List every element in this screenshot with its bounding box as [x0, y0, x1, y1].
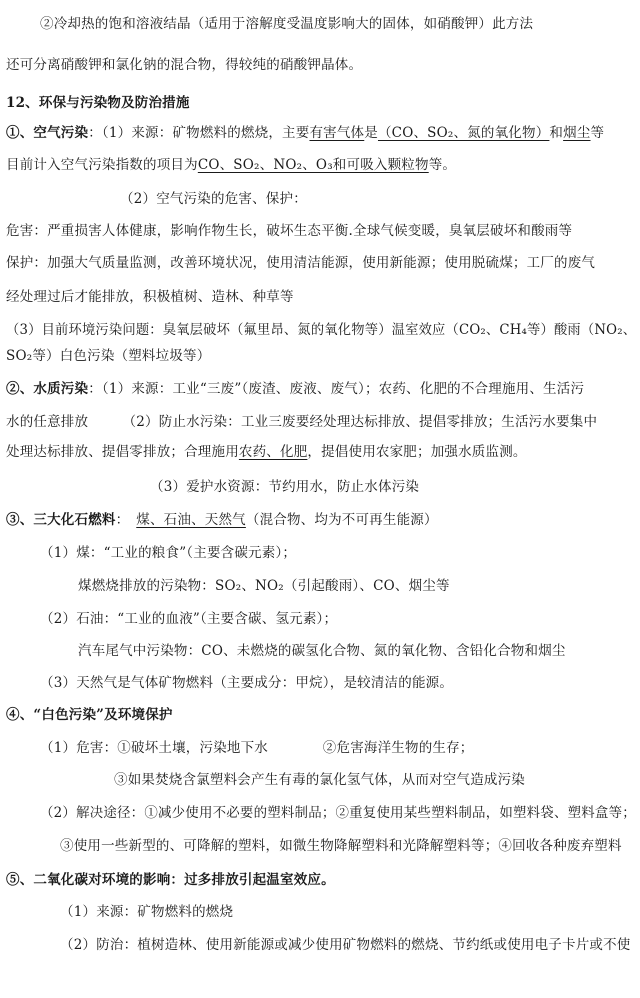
- text-line: [78, 641, 566, 661]
- text-segment: 还可分离硝酸钾和氯化钠的混合物，得较纯的硝酸钾晶体。: [6, 57, 363, 73]
- text-line: [6, 221, 572, 241]
- text-segment: ：（1）来源：工业“三废”（废渣、废液、废气）；农药、化肥的不合理施用、生活污: [88, 381, 585, 397]
- text-segment: ④、“白色污染”及环境保护: [6, 707, 173, 723]
- text-segment: 煤燃烧排放的污染物：SO₂、NO₂（引起酸雨）、CO、烟尘等: [78, 578, 450, 594]
- text-line: [40, 803, 636, 823]
- text-segment: （1）煤：“工业的粮食”（主要含碳元素）；: [40, 545, 297, 561]
- text-segment: （2）空气污染的危害、保护：: [120, 191, 307, 207]
- text-segment: （2）防治：植树造林、使用新能源或减少使用矿物燃料的燃烧、节约纸或使用电子卡片或不使: [60, 937, 631, 953]
- text-segment: ：: [115, 512, 137, 528]
- text-line: [40, 543, 296, 563]
- text-segment: 等。: [428, 157, 457, 173]
- text-segment: ：（1）来源：矿物燃料的燃烧，主要: [88, 125, 310, 141]
- text-line: [120, 189, 307, 209]
- text-segment: （2）解决途径：①减少使用不必要的塑料制品；②重复使用某些塑料制品，如塑料袋、塑料盒等；: [40, 805, 636, 821]
- text-line: [6, 442, 527, 462]
- text-segment: ，提倡使用农家肥；加强水质监测。: [307, 444, 527, 460]
- text-line: [6, 155, 456, 175]
- text-segment: （混合物、均为不可再生能源）: [245, 512, 438, 528]
- text-segment: （3）目前环境污染问题：臭氧层破坏（氟里昂、氮的氧化物等）温室效应（CO₂、CH₄等）酸雨（NO₂、: [6, 322, 637, 338]
- text-segment: （2）石油：“工业的血液”（主要含碳、氢元素）；: [40, 611, 338, 627]
- text-segment: （3）爱护水资源：节约用水，防止水体污染: [150, 479, 420, 495]
- text-line: [40, 738, 474, 758]
- text-segment: 是: [364, 125, 378, 141]
- text-segment: （1）危害：①破坏土壤，污染地下水 ②危害海洋生物的生存；: [40, 740, 474, 756]
- text-segment: 处理达标排放、提倡零排放；合理施用: [6, 444, 239, 460]
- text-line: [6, 287, 294, 307]
- text-line: [6, 510, 438, 530]
- text-segment: ③使用一些新型的、可降解的塑料，如微生物降解塑料和光降解塑料等；④回收各种废弃塑料: [60, 838, 622, 854]
- text-line: [6, 123, 604, 143]
- text-line: [6, 320, 636, 340]
- text-segment: CO、SO₂、NO₂、O₃和可吸入颗粒物: [197, 157, 429, 173]
- text-segment: 汽车尾气中污染物：CO、未燃烧的碳氢化合物、氮的氧化物、含铅化合物和烟尘: [78, 643, 566, 659]
- text-segment: 保护：加强大气质量监测，改善环境状况，使用清洁能源，使用新能源；使用脱硫煤；工厂的废气: [6, 255, 596, 271]
- text-line: [6, 55, 362, 75]
- text-segment: 等: [590, 125, 605, 141]
- text-segment: （3）天然气是气体矿物燃料（主要成分：甲烷），是较清洁的能源。: [40, 675, 454, 691]
- text-line: [60, 836, 622, 856]
- text-line: [60, 935, 631, 955]
- text-segment: ③、三大化石燃料: [6, 512, 116, 528]
- text-segment: ③如果焚烧含氯塑料会产生有毒的氯化氢气体，从而对空气造成污染: [114, 772, 525, 788]
- text-segment: 水的任意排放 （2）防止水污染：工业三废要经处理达标排放、提倡零排放；生活污水要集中: [6, 414, 598, 430]
- text-segment: 烟尘: [563, 125, 591, 141]
- text-line: [150, 477, 419, 497]
- text-segment: 和: [549, 125, 564, 141]
- text-line: [78, 576, 450, 596]
- text-segment: ①、空气污染: [6, 125, 89, 141]
- text-segment: SO₂等）白色污染（塑料垃圾等）: [6, 348, 211, 364]
- text-line: [6, 870, 335, 890]
- text-segment: 农药、化肥: [238, 444, 308, 460]
- text-segment: （CO、SO₂、氮的氧化物）: [377, 125, 550, 141]
- text-line: [6, 93, 190, 113]
- text-segment: 有害气体: [309, 125, 365, 141]
- text-segment: 经处理过后才能排放，积极植树、造林、种草等: [6, 289, 294, 305]
- text-line: [40, 609, 337, 629]
- text-line: [60, 902, 233, 922]
- text-line: [40, 673, 453, 693]
- text-line: [6, 705, 173, 725]
- text-segment: ②、水质污染: [6, 381, 89, 397]
- text-segment: ⑤、二氧化碳对环境的影响：过多排放引起温室效应。: [6, 872, 335, 888]
- text-line: [6, 379, 584, 399]
- text-segment: （1）来源：矿物燃料的燃烧: [60, 904, 234, 920]
- text-segment: 危害：严重损害人体健康，影响作物生长，破坏生态平衡.全球气候变暖，臭氧层破坏和酸雨等: [6, 223, 573, 239]
- text-segment: 目前计入空气污染指数的项目为: [6, 157, 198, 173]
- text-segment: ②冷却热的饱和溶液结晶（适用于溶解度受温度影响大的固体，如硝酸钾）此方法: [40, 16, 534, 32]
- text-line: [6, 346, 210, 366]
- text-line: [6, 412, 597, 432]
- text-line: [114, 770, 525, 790]
- text-line: [40, 14, 533, 34]
- text-segment: 煤、石油、天然气: [136, 512, 246, 528]
- text-line: [6, 253, 595, 273]
- text-segment: 12、环保与污染物及防治措施: [6, 95, 190, 111]
